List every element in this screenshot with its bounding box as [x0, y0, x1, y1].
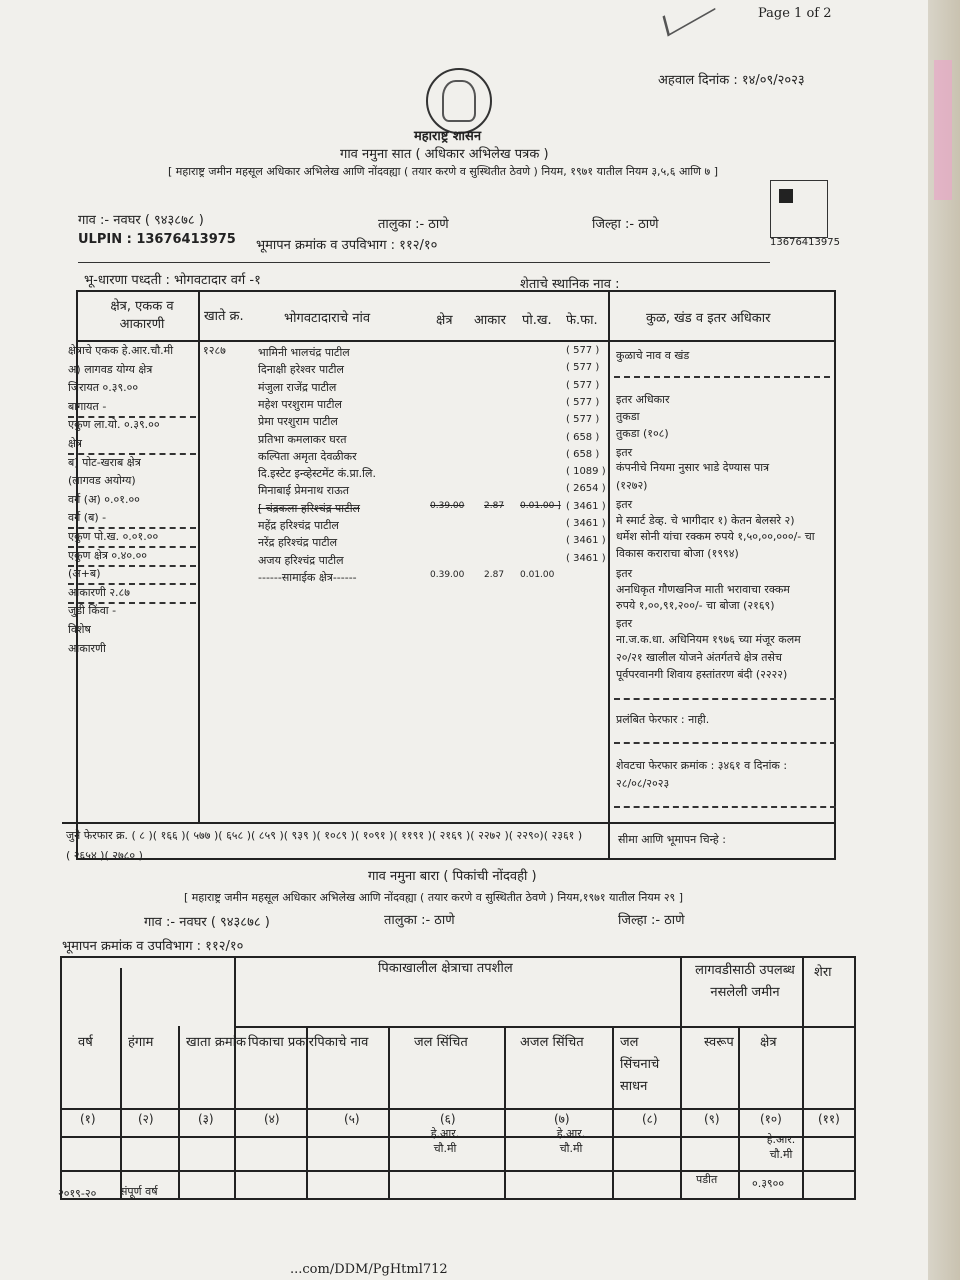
form-title: गाव नमुना सात ( अधिकार अभिलेख पत्रक ): [340, 147, 549, 162]
account-number: १२८७: [203, 344, 226, 357]
column-header: हंगाम: [128, 1035, 154, 1050]
area-summary-line: क्षेत्राचे एकक हे.आर.चौ.मी: [68, 344, 174, 357]
owner-name: दिनाक्षी हरेश्वर पाटील: [258, 363, 344, 377]
unit-label: हे.आर. चौ.मी: [556, 1127, 586, 1155]
owner-mutation: ( 658 ): [566, 448, 600, 460]
area-summary-line: अ) लागवड योग्य क्षेत्र: [68, 362, 153, 376]
boundary-marks: सीमा आणि भूमापन चिन्हे :: [618, 833, 726, 846]
dashed-divider: [614, 698, 836, 700]
qr-code-icon: [770, 180, 828, 238]
column-header: जल सिंचनाचे साधन: [620, 1035, 660, 1094]
area-summary-line: (अ+ब): [68, 567, 101, 581]
owner-assessment: 2.87: [484, 500, 505, 511]
unit-label: हे.आर. चौ.मी: [766, 1133, 796, 1161]
rights-line: कुळाचे नाव व खंड: [616, 349, 690, 362]
tenure: भू-धारणा पध्दती : भोगवटादार वर्ग -१: [84, 273, 261, 288]
rights-line: २०/२१ खालील योजने अंतर्गतचे क्षेत्र तसेच: [616, 651, 782, 664]
owner-mutation: ( 577 ): [566, 379, 600, 391]
column-number: (४): [264, 1112, 280, 1126]
th-pokh: पो.ख.: [522, 313, 552, 328]
owner-name: महेंद्र हरिश्चंद्र पाटील: [258, 519, 339, 532]
column-number: (९): [704, 1112, 720, 1126]
village: गाव :- नवघर ( ९४३८७८ ): [78, 213, 204, 228]
row-line: [60, 1108, 854, 1110]
col-line: [234, 956, 236, 1198]
owner-name: मंजुला राजेंद्र पाटील: [258, 380, 337, 394]
owner-pokh: 0.01.00: [520, 569, 555, 580]
unit-label: हे.आर. चौ.मी: [430, 1127, 460, 1155]
column-number: (६): [440, 1112, 456, 1126]
area-summary-line: जुडी किंवा -: [68, 604, 117, 618]
column-number: (११): [818, 1112, 840, 1126]
page-number: Page 1 of 2: [758, 6, 832, 21]
last-mutation-date: २८/०८/२०२३: [616, 777, 670, 790]
column-number: (१०): [760, 1112, 782, 1126]
owner-name: कल्पिता अमृता देवळीकर: [258, 449, 357, 463]
area-summary-line: एकुण क्षेत्र ०.४०.००: [68, 548, 148, 562]
owner-name: भामिनी भालचंद्र पाटील: [258, 346, 350, 359]
owner-mutation: ( 577 ): [566, 345, 600, 356]
old-mutations-cont: ( २६५४ )( २७८० ): [66, 849, 143, 862]
owner-mutation: ( 577 ): [566, 414, 600, 426]
survey-number: भूमापन क्रमांक व उपविभाग : ११२/१०: [256, 238, 438, 253]
column-header: क्षेत्र: [760, 1035, 777, 1050]
state-emblem-icon: [426, 68, 492, 134]
ulpin: ULPIN : 13676413975: [78, 232, 236, 247]
row-area: ०.३९००: [752, 1177, 785, 1190]
crop-detail-header: पिकाखालील क्षेत्राचा तपशील: [378, 961, 513, 976]
th-holder: भोगवटादाराचे नांव: [284, 311, 371, 326]
column-header: जल सिंचित: [414, 1035, 468, 1050]
owner-name: प्रेमा परशुराम पाटील: [258, 415, 338, 429]
area-summary-line: (लागवड अयोग्य): [68, 474, 136, 488]
owner-name: नरेंद्र हरिश्चंद्र पाटील: [258, 536, 338, 550]
col-line: [612, 1026, 614, 1198]
old-mutations: जुने फेरफार क्र. ( ८ )( १६६ )( ५७७ )( ६५८ )( ८५९ )( ९३९ )( १०८९ )( १०९१ )( ११९१ )( २१६९ )( २२७२ )( २२९०)( २३६१ ): [66, 829, 583, 842]
rights-line: तुकडा: [616, 410, 640, 423]
area-summary-line: विशेष: [68, 623, 91, 636]
owner-assessment: 2.87: [484, 569, 505, 580]
form12-title: गाव नमुना बारा ( पिकांची नोंदवही ): [368, 869, 537, 884]
owner-name: दि.इस्टेट इन्व्हेस्टमेंट कं.प्रा.लि.: [258, 467, 376, 481]
area-summary-line: ब) पोट-खराब क्षेत्र: [68, 455, 141, 469]
govt-name: महाराष्ट्र शासन: [414, 129, 482, 144]
row-line: [234, 1026, 854, 1028]
form12-village: गाव :- नवघर ( ९४३८७८ ): [144, 915, 270, 930]
local-name: शेताचे स्थानिक नाव :: [520, 277, 620, 292]
report-date: अहवाल दिनांक : १४/०९/२०२३: [658, 73, 805, 88]
owner-name: प्रतिभा कमलाकर घरत: [258, 432, 347, 446]
col-line: [388, 1026, 390, 1198]
owner-mutation: ( 1089 ): [566, 466, 606, 478]
owner-name: महेश परशुराम पाटील: [258, 397, 342, 411]
column-number: (३): [198, 1112, 214, 1126]
owner-name: मिनाबाई प्रेमनाथ राऊत: [258, 484, 349, 498]
col-line: [198, 290, 200, 822]
rights-line: विकास कराराचा बोजा (१९९४): [616, 547, 739, 560]
th-rights: कुळ, खंड व इतर अधिकार: [646, 311, 771, 326]
pending-mutation: प्रलंबित फेरफार : नाही.: [616, 713, 710, 726]
column-number: (८): [642, 1112, 658, 1126]
last-mutation: शेवटचा फेरफार क्रमांक : ३४६१ व दिनांक :: [616, 759, 788, 772]
owner-name: [ चंद्रकला हरिश्चंद्र पाटील: [258, 501, 360, 515]
row-line: [60, 1170, 854, 1172]
owner-mutation: ( 2654 ): [566, 483, 606, 495]
rights-line: रुपये १,००,९१,२००/- चा बोजा (२१६९): [616, 599, 775, 612]
column-number: (७): [554, 1112, 570, 1126]
column-header: पिकाचा प्रकार: [248, 1035, 314, 1050]
owner-mutation: ( 3461 ): [566, 500, 606, 512]
table-footer-line: [62, 822, 836, 824]
district: जिल्हा :- ठाणे: [592, 217, 659, 232]
rights-line: इतर: [616, 617, 633, 630]
th-area-col: क्षेत्र: [436, 313, 453, 328]
col-line: [680, 956, 682, 1198]
area-summary-line: एकुण पो.ख. ०.०१.००: [68, 530, 159, 543]
form12-district: जिल्हा :- ठाणे: [618, 913, 685, 928]
not-available-header: लागवडीसाठी उपलब्ध नसलेली जमीन: [695, 963, 795, 1000]
dashed-divider: [614, 742, 836, 744]
area-summary-line: आकारणी २.८७: [68, 585, 130, 599]
owner-name: ------सामाईक क्षेत्र------: [258, 570, 357, 584]
th-assessment: आकार: [474, 313, 506, 328]
rights-line: धर्मेश सोनी यांचा रक्कम रुपये १,५०,००,०००/- चा: [616, 530, 815, 543]
rights-line: अनधिकृत गौणखनिज माती भरावाचा रक्कम: [616, 583, 790, 596]
area-summary-line: क्षेत्र: [68, 437, 82, 450]
th-area: क्षेत्र, एकक व आकारणी: [110, 299, 174, 332]
rule-note: [ महाराष्ट्र जमीन महसूल अधिकार अभिलेख आणि नोंदवह्या ( तयार करणे व सुस्थितीत ठेवणे ) नियम, १९७१ यातील नियम ३,५,६ आणि ७ ]: [168, 165, 719, 178]
owner-mutation: ( 658 ): [566, 431, 600, 443]
owner-area: 0.39.00: [430, 500, 465, 511]
dashed-divider: [614, 376, 830, 378]
rights-line: कंपनीचे नियमा नुसार भाडे देण्यास पात्र: [616, 461, 770, 474]
col-line: [608, 290, 610, 858]
owner-pokh: 0.01.00 ]: [520, 500, 561, 511]
column-header: खाता क्रमांक: [186, 1035, 247, 1050]
rights-line: इतर: [616, 567, 633, 580]
footer-url: ...com/DDM/PgHtml712: [290, 1262, 448, 1277]
column-header: स्वरूप: [704, 1035, 734, 1050]
row-nature: पडीत: [696, 1173, 718, 1186]
owner-name: अजय हरिश्चंद्र पाटील: [258, 553, 344, 567]
form12-survey: भूमापन क्रमांक व उपविभाग : ११२/१०: [62, 939, 244, 954]
rights-line: तुकडा (१०८): [616, 427, 669, 440]
area-summary-line: बागायत -: [68, 399, 107, 413]
column-header: वर्ष: [78, 1035, 93, 1050]
column-number: (५): [344, 1112, 360, 1126]
column-header: अजल सिंचित: [520, 1035, 584, 1050]
taluka: तालुका :- ठाणे: [378, 217, 449, 232]
owner-mutation: ( 3461 ): [566, 535, 606, 547]
rights-line: पूर्वपरवानगी शिवाय हस्तांतरण बंदी (२२२२): [616, 668, 788, 681]
owner-area: 0.39.00: [430, 569, 465, 580]
area-summary-line: एकुण ला.यो. ०.३९.००: [68, 418, 160, 432]
sticky-tab: [934, 60, 952, 200]
rights-line: इतर: [616, 498, 633, 511]
area-summary-line: आकारणी: [68, 641, 106, 655]
rights-line: (१२७२): [616, 479, 648, 492]
area-summary-line: वर्ग (अ) ०.०१.००: [68, 492, 140, 506]
rights-line: मे स्मार्ट डेव्ह. चे भागीदार १) केतन बेलसरे २): [616, 514, 795, 527]
row-season: संपूर्ण वर्ष: [120, 1185, 158, 1198]
table-header-line: [76, 340, 836, 342]
column-number: (२): [138, 1112, 154, 1126]
owner-mutation: ( 3461 ): [566, 552, 606, 564]
owner-mutation: ( 3461 ): [566, 518, 606, 529]
owner-mutation: ( 577 ): [566, 362, 600, 374]
rights-line: इतर अधिकार: [616, 393, 670, 406]
column-header: पिकाचे नाव: [314, 1035, 369, 1050]
rights-line: इतर: [616, 446, 633, 459]
col-line: [504, 1026, 506, 1198]
th-account: खाते क्र.: [204, 309, 244, 324]
remark-header: शेरा: [814, 965, 832, 980]
rights-line: ना.ज.क.धा. अधिनियम १९७६ च्या मंजूर कलम: [616, 633, 801, 646]
owner-mutation: ( 577 ): [566, 396, 600, 408]
col-line: [120, 968, 122, 1198]
column-number: (१): [80, 1112, 96, 1126]
divider: [78, 262, 770, 263]
th-fefa: फे.फा.: [566, 313, 598, 328]
form12-taluka: तालुका :- ठाणे: [384, 913, 455, 928]
dashed-divider: [614, 806, 836, 808]
area-summary-line: वर्ग (ब) -: [68, 511, 107, 525]
form12-rule-note: [ महाराष्ट्र जमीन महसूल अधिकार अभिलेख आणि नोंदवह्या ( तयार करणे व सुस्थितीत ठेवणे ) नियम,१९७१ यातील नियम २९ ]: [184, 891, 684, 904]
area-summary-line: जिरायत ०.३९.००: [68, 381, 139, 395]
row-year: २०१९-२०: [58, 1187, 97, 1200]
qr-number: 13676413975: [770, 237, 840, 248]
